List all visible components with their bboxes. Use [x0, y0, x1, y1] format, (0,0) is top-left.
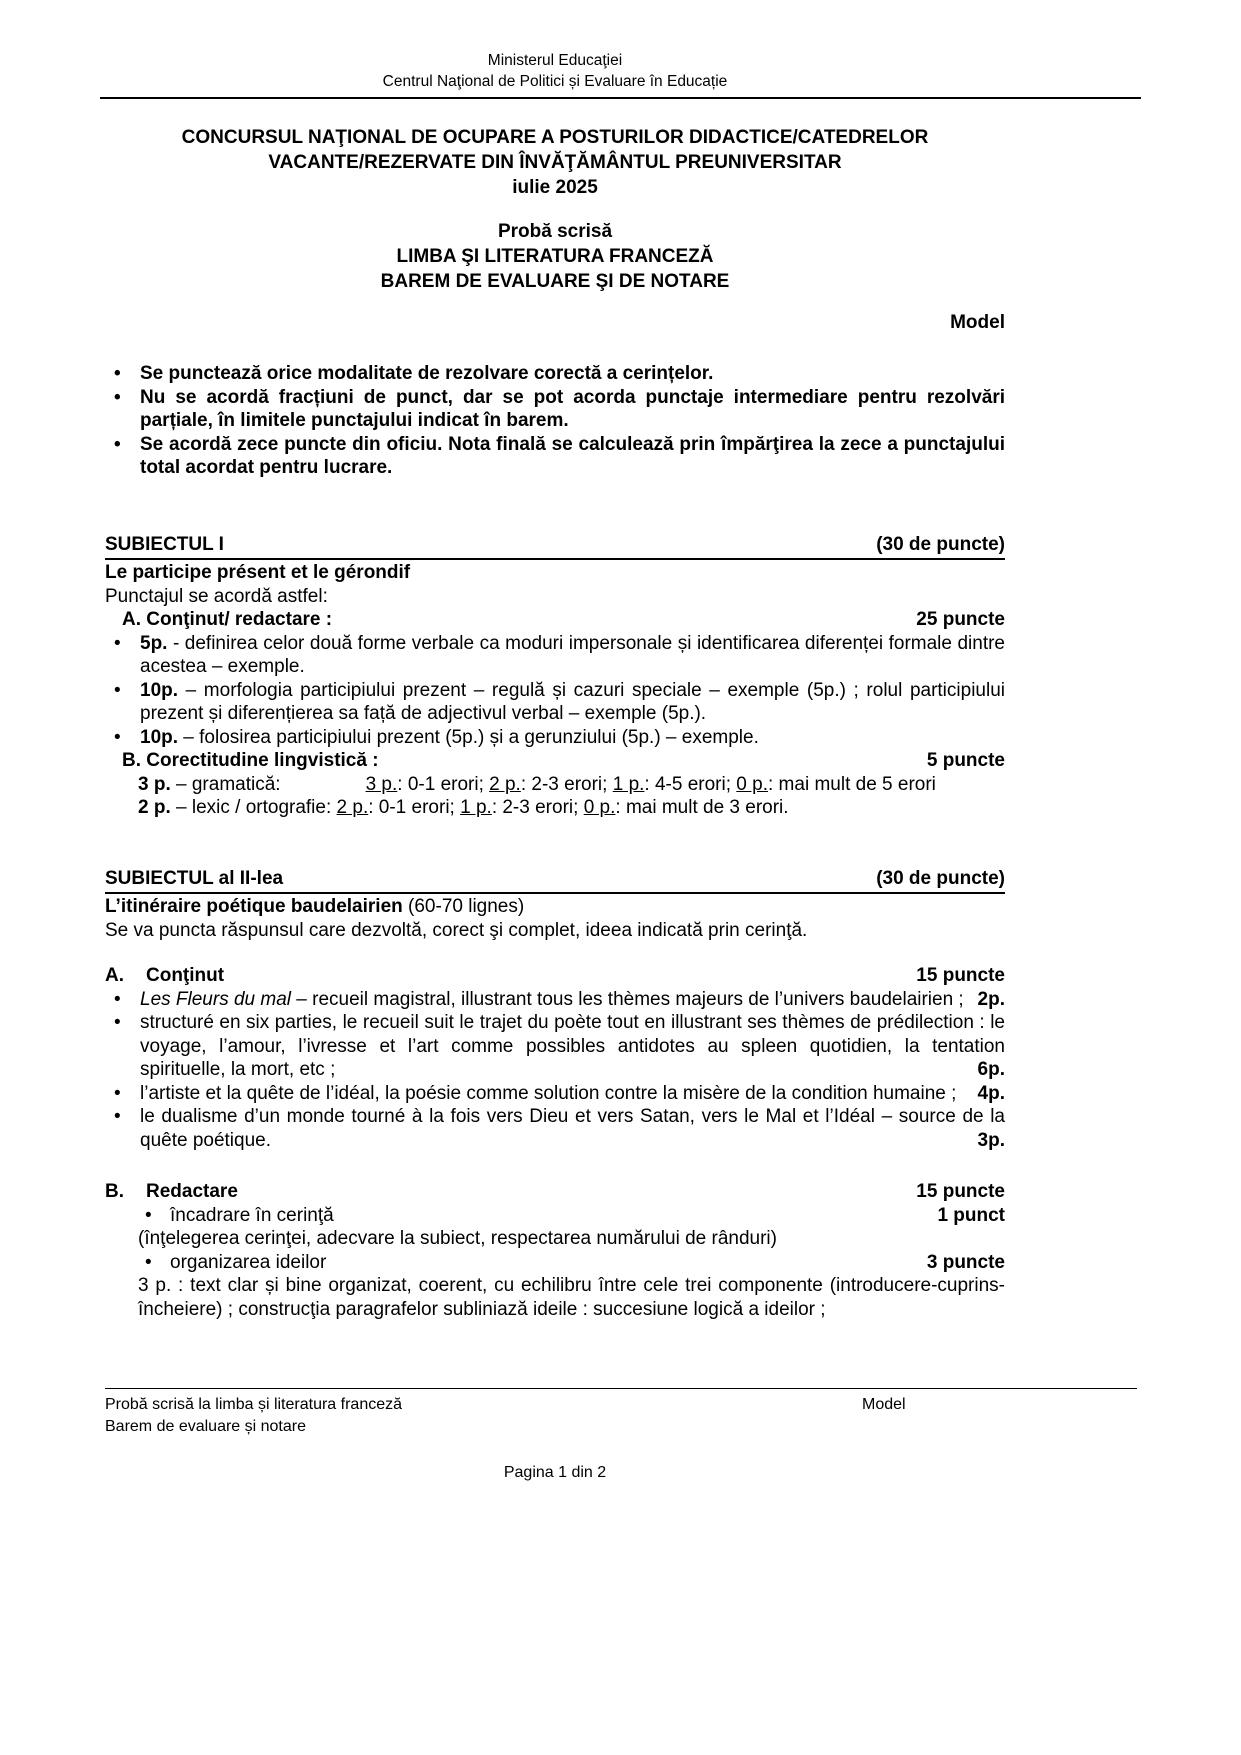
general-rule-item [105, 362, 1005, 386]
section-b-title [105, 1180, 238, 1204]
points-value: 4p. [977, 1082, 1005, 1104]
general-rule-item [105, 433, 1005, 480]
bullet-icon: • [114, 1106, 121, 1127]
section-a-title [105, 964, 224, 988]
lexis-scoring-line: 2 p. – lexic / ortografie: 2 p.: 0-1 erori; 1 p.: 2-3 erori; 0 p.: mai mult de 3 erori. [138, 797, 789, 818]
ministry-name: Ministerul Educaţiei [487, 52, 623, 69]
document-header [105, 0, 1005, 92]
subject2-heading-label: SUBIECTUL al II-lea [105, 867, 284, 889]
grammar-scoring-line: 3 p. – gramatică: 3 p.: 0-1 erori; 2 p.: 2-3 erori; 1 p.: 4-5 erori; 0 p.: mai mult de 5 erori [138, 773, 936, 795]
exam-type: Probă scrisă [497, 221, 613, 242]
footer-line1 [105, 1394, 1137, 1416]
section-a-points: 25 puncte [916, 609, 1005, 630]
subject1-heading-label: SUBIECTUL I [105, 533, 224, 555]
bullet-icon: • [145, 1204, 152, 1226]
subject1-heading-points: (30 de puncte) [876, 533, 1005, 555]
criterion-text: Les Fleurs du mal – recueil magistral, illustrant tous les thèmes majeurs de l’univers baudelairien ; [140, 988, 964, 1010]
subject2-intro: Se va puncta răspunsul care dezvoltă, corect şi complet, ideea indicată prin cerinţă. [105, 919, 808, 941]
footer-doc-subtitle: Barem de evaluare și notare [105, 1418, 306, 1435]
points-value: 6p. [977, 1059, 1005, 1080]
model-label: Model [950, 312, 1005, 333]
rubric-subitem-row [170, 1251, 1005, 1275]
section-b-points: 5 puncte [926, 750, 1005, 771]
contest-date: iulie 2025 [512, 177, 598, 198]
subject2-section-a-heading [105, 964, 1005, 988]
section-b-points: 15 puncte [916, 1181, 1005, 1202]
rubric-item-text [140, 1105, 1005, 1152]
criterion-note: (înţelegerea cerinţei, adecvare la subiect, respectarea numărului de rânduri) [138, 1228, 777, 1249]
section-b-name: Redactare [146, 1181, 238, 1202]
subject1-heading [105, 533, 1005, 561]
rubric-item [105, 1082, 1005, 1106]
contest-title-line2: VACANTE/REZERVATE DIN ÎNVĂŢĂMÂNTUL PREUNIVERSITAR [268, 152, 842, 173]
bullet-icon: • [114, 632, 121, 654]
bullet-icon: • [114, 726, 121, 748]
points-value: 2p. [977, 988, 1005, 1010]
bullet-icon: • [114, 988, 121, 1010]
section-a-points: 15 puncte [916, 965, 1005, 986]
rubric-item-text [140, 1011, 1005, 1082]
points-marker: 10p. [140, 726, 179, 748]
rubric-item [105, 1105, 1005, 1152]
criterion-text: structuré en six parties, le recueil suit le trajet du poète tout en illustrant ses thèmes de prédilection : le voyage, l’amour, l’ivresse et l’art comme possibles antidotes au spleen quotidien, la tentation spirituelle, la mort, etc ; [140, 1012, 1005, 1080]
exam-doc-type: BAREM DE EVALUARE ŞI DE NOTARE [380, 271, 730, 292]
criterion-text: organizarea ideilor [170, 1251, 327, 1273]
rubric-item-text [140, 679, 1005, 726]
rubric-item-text [140, 988, 1005, 1012]
points-value: 3 puncte [926, 1251, 1005, 1273]
agency-name: Centrul Naţional de Politici și Evaluare în Educație [382, 73, 728, 90]
rubric-item [105, 1011, 1005, 1082]
bullet-icon: • [114, 679, 121, 701]
footer-divider [105, 1388, 1137, 1389]
contest-title [105, 125, 1005, 200]
general-rule-text: Se acordă zece puncte din oficiu. Nota finală se calculează prin împărţirea la zece a punctajului total acordat pentru lucrare. [140, 433, 1005, 478]
criterion-text: încadrare în cerinţă [170, 1204, 334, 1226]
section-a-label: A. Conţinut/ redactare : [122, 609, 333, 630]
rubric-item [105, 726, 1005, 750]
general-rule-text: Nu se acordă fracțiuni de punct, dar se pot acorda punctaje intermediare pentru rezolvări parțiale, în limitele punctajului indicat în barem. [140, 386, 1005, 431]
bullet-icon: • [114, 1082, 121, 1104]
subject2-topic: L’itinéraire poétique baudelairien (60-70 lignes) [105, 896, 525, 917]
rubric-item [105, 679, 1005, 726]
criterion-text: – morfologia participiului prezent – regulă și cazuri speciale – exemple (5p.) ; rolul participiului prezent și diferențierea sa față de adjectivul verbal – exemple (5p.). [140, 679, 1005, 724]
general-rules-list [105, 362, 1005, 480]
bullet-icon: • [145, 1251, 152, 1273]
contest-title-line1: CONCURSUL NAŢIONAL DE OCUPARE A POSTURILOR DIDACTICE/CATEDRELOR [181, 127, 929, 148]
bullet-icon: • [114, 1012, 121, 1033]
rubric-item [105, 632, 1005, 679]
section-b-letter: B. [105, 1181, 124, 1202]
criterion-text: l’artiste et la quête de l’idéal, la poésie comme solution contre la misère de la condition humaine ; [140, 1082, 957, 1104]
general-rule-text: Se punctează orice modalitate de rezolvare corectă a cerințelor. [140, 363, 714, 384]
bullet-icon: • [114, 386, 121, 408]
rubric-subitem [145, 1204, 1005, 1228]
points-value: 1 punct [937, 1204, 1005, 1226]
page-footer [105, 1388, 1137, 1484]
rubric-subitem-row [170, 1204, 1005, 1228]
criterion-note: 3 p. : text clar și bine organizat, coerent, cu echilibru între cele trei componente (introducere-cuprins-încheiere) ; construcţia paragrafelor subliniază ideile : succesiune logică a ideilor ; [138, 1275, 1005, 1320]
criterion-text: – folosirea participiului prezent (5p.) și a gerunziului (5p.) – exemple. [178, 726, 759, 748]
exam-discipline: LIMBA ŞI LITERATURA FRANCEZĂ [396, 246, 714, 267]
bullet-icon: • [114, 363, 121, 384]
document-body [105, 125, 1005, 1321]
points-value: 3p. [977, 1129, 1005, 1151]
rubric-item-text [140, 632, 1005, 679]
general-rule-item [105, 386, 1005, 433]
subject1-section-b-heading [105, 749, 1005, 773]
subject1-topic: Le participe présent et le gérondif [105, 562, 411, 583]
points-marker: 5p. [140, 632, 168, 654]
exam-heading [105, 219, 1005, 294]
rubric-subitem [145, 1251, 1005, 1275]
rubric-item [105, 988, 1005, 1012]
subject1-intro: Punctajul se acordă astfel: [105, 585, 328, 607]
criterion-text: - definirea celor două forme verbale ca moduri impersonale și identificarea diferenței formale dintre acestea – exemple. [140, 632, 1005, 677]
subject2-heading-points: (30 de puncte) [876, 867, 1005, 889]
footer-doc-title: Probă scrisă la limba și literatura franceză [105, 1396, 403, 1413]
subject2-heading [105, 867, 1005, 895]
rubric-item-text [140, 1082, 1005, 1106]
points-marker: 10p. [140, 679, 179, 701]
section-a-letter: A. [105, 965, 124, 986]
bullet-icon: • [114, 433, 121, 455]
rubric-item-text [140, 726, 1005, 750]
criterion-text: le dualisme d’un monde tourné à la fois vers Dieu et vers Satan, vers le Mal et l’Idéal – source de la quête poétique. [140, 1106, 1005, 1151]
page-number: Pagina 1 din 2 [503, 1464, 607, 1481]
subject1-section-a-heading [105, 608, 1005, 632]
section-b-label: B. Corectitudine lingvistică : [122, 750, 379, 771]
header-divider [100, 97, 1141, 99]
subject2-section-b-heading [105, 1180, 1005, 1204]
section-a-name: Conţinut [146, 965, 225, 986]
footer-model-label: Model [862, 1396, 906, 1413]
